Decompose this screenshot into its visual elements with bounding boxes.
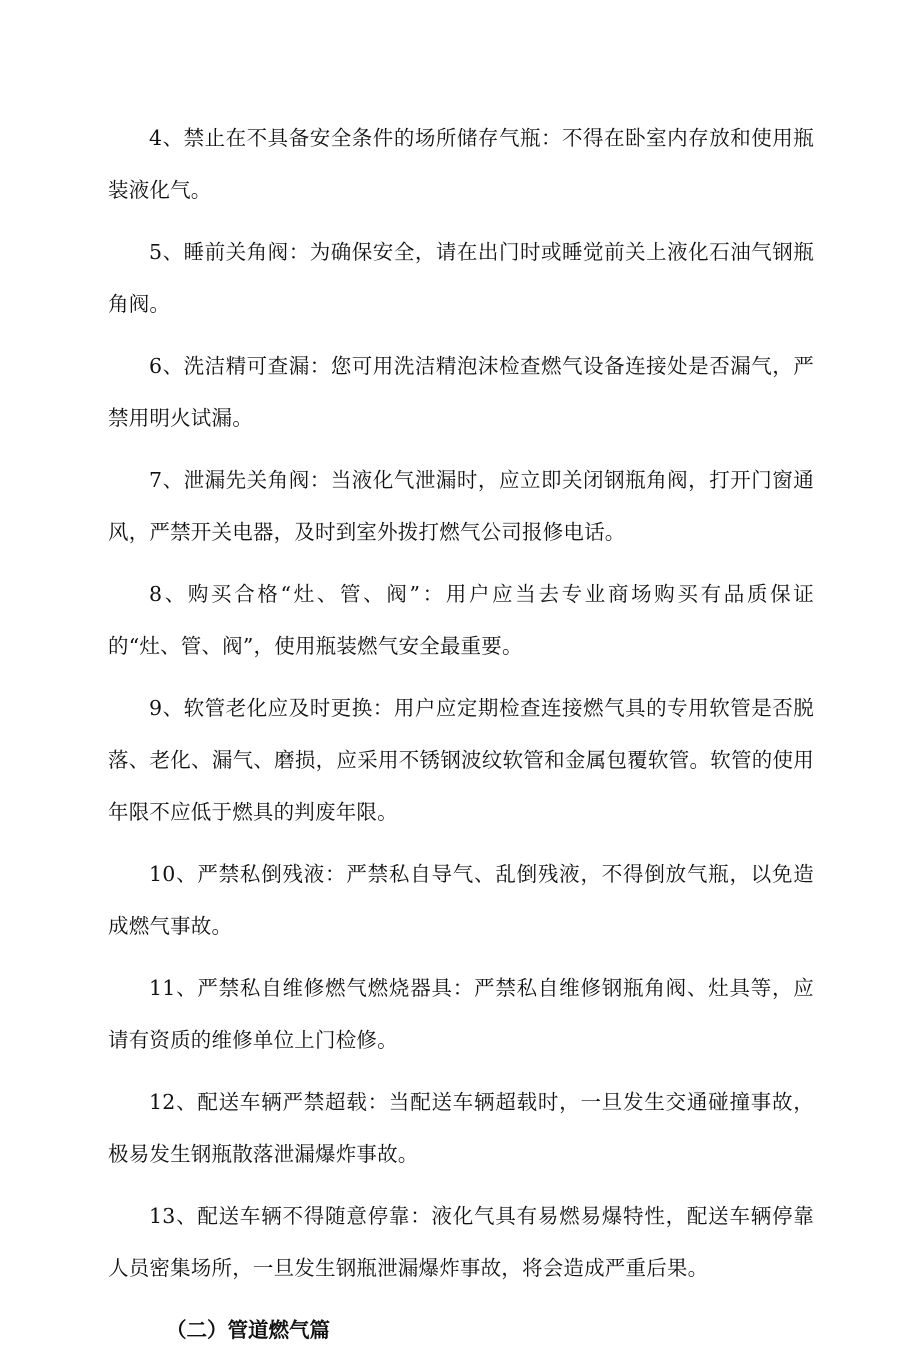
paragraph-item-4: 4、禁止在不具备安全条件的场所储存气瓶：不得在卧室内存放和使用瓶装液化气。 xyxy=(108,126,814,202)
paragraph-item-6: 6、洗洁精可查漏：您可用洗洁精泡沫检查燃气设备连接处是否漏气，严禁用明火试漏。 xyxy=(108,354,814,430)
paragraph-item-9: 9、软管老化应及时更换：用户应定期检查连接燃气具的专用软管是否脱落、老化、漏气、磨损，应采用不锈钢波纹软管和金属包覆软管。软管的使用年限不应低于燃具的判废年限。 xyxy=(108,696,814,824)
paragraph-item-10: 10、严禁私倒残液：严禁私自导气、乱倒残液，不得倒放气瓶，以免造成燃气事故。 xyxy=(108,862,814,938)
paragraph-item-13: 13、配送车辆不得随意停靠：液化气具有易燃易爆特性，配送车辆停靠人员密集场所，一旦发生钢瓶泄漏爆炸事故，将会造成严重后果。 xyxy=(108,1204,814,1280)
paragraph-item-8: 8、购买合格“灶、管、阀”：用户应当去专业商场购买有品质保证的“灶、管、阀”，使用瓶装燃气安全最重要。 xyxy=(108,582,814,658)
document-body xyxy=(108,112,814,1356)
paragraph-item-5: 5、睡前关角阀：为确保安全，请在出门时或睡觉前关上液化石油气钢瓶角阀。 xyxy=(108,240,814,316)
paragraph-item-7: 7、泄漏先关角阀：当液化气泄漏时，应立即关闭钢瓶角阀，打开门窗通风，严禁开关电器，及时到室外拨打燃气公司报修电话。 xyxy=(108,468,814,544)
paragraph-item-12: 12、配送车辆严禁超载：当配送车辆超载时，一旦发生交通碰撞事故，极易发生钢瓶散落泄漏爆炸事故。 xyxy=(108,1090,814,1166)
section-heading: （二）管道燃气篇 xyxy=(166,1318,330,1342)
paragraph-item-11: 11、严禁私自维修燃气燃烧器具：严禁私自维修钢瓶角阀、灶具等，应请有资质的维修单位上门检修。 xyxy=(108,976,814,1052)
